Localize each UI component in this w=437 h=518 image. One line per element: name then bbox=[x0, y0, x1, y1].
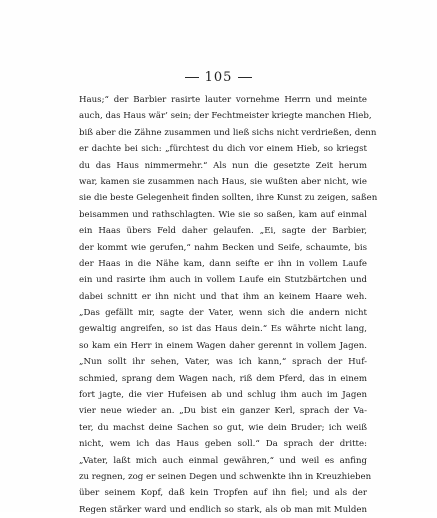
text-line: „Vater, laßt mich auch einmal gewähren,“ und weil es anfing bbox=[79, 455, 367, 466]
body-text bbox=[79, 92, 378, 518]
text-line: er dachte bei sich: „fürchtest du dich vor einem Hieb, so kriegst bbox=[79, 144, 367, 155]
text-line: sie die beste Gelegenheit finden sollten, ihre Kunst zu zeigen, saßen bbox=[79, 193, 378, 204]
header-dash-right bbox=[238, 77, 252, 78]
text-line: fort jagte, die vier Hufeisen ab und schlug ihm auch im Jagen bbox=[79, 390, 367, 401]
text-line: auch, das Haus wär’ sein; der Fechtmeister kriegte manchen Hieb, bbox=[79, 111, 372, 122]
text-line: nicht, wem ich das Haus geben soll.“ Da sprach der dritte: bbox=[79, 439, 367, 450]
text-line: dabei schnitt er ihn nicht und that ihm an keinem Haare weh. bbox=[79, 291, 367, 302]
page-number: 105 bbox=[204, 70, 233, 85]
text-line: zu regnen, zog er seinen Degen und schwenkte ihn in Kreuzhieben bbox=[79, 471, 372, 482]
text-line: Haus;“ der Barbier rasirte lauter vornehme Herrn und meinte bbox=[79, 95, 367, 105]
text-line: ter, du machst deine Sachen so gut, wie dein Bruder; ich weiß bbox=[79, 422, 367, 433]
text-line: vier neue wieder an. „Du bist ein ganzer Kerl, sprach der Va- bbox=[79, 406, 367, 417]
text-line: „Das gefällt mir, sagte der Vater, wenn sich die andern nicht bbox=[79, 308, 367, 319]
text-line: ein Haas übers Feld daher gelaufen. „Ei, sagte der Barbier, bbox=[79, 226, 367, 237]
text-line: gewaltig angreifen, so ist das Haus dein.“ Es währte nicht lang, bbox=[79, 324, 367, 335]
text-line: so kam ein Herr in einem Wagen daher gerennt in vollem Jagen. bbox=[79, 340, 367, 351]
text-line: ein und rasirte ihm auch in vollem Laufe ein Stutzbärtchen und bbox=[79, 275, 367, 286]
header-dash-left bbox=[185, 77, 199, 78]
text-line: der Haas in die Nähe kam, dann seifte er ihn in vollem Laufe bbox=[79, 258, 367, 269]
text-line: „Nun sollt ihr sehen, Vater, was ich kann,“ sprach der Huf- bbox=[79, 357, 367, 368]
text-line: du das Haus nimmermehr.“ Als nun die gesetzte Zeit herum bbox=[79, 160, 367, 171]
text-line: war, kamen sie zusammen nach Haus, sie wußten aber nicht, wie bbox=[79, 176, 367, 187]
text-line: biß aber die Zähne zusammen und ließ sichs nicht verdrießen, denn bbox=[79, 127, 377, 138]
page-header bbox=[0, 70, 437, 85]
text-line: Regen stärker ward und endlich so stark, als ob man mit Mulden bbox=[79, 504, 367, 515]
text-line: der kommt wie gerufen,“ nahm Becken und Seife, schaumte, bis bbox=[79, 242, 367, 253]
text-line: über seinem Kopf, daß kein Tropfen auf ihn fiel; und als der bbox=[79, 488, 367, 499]
text-line: schmied, sprang dem Wagen nach, riß dem Pferd, das in einem bbox=[79, 373, 367, 384]
text-line: beisammen und rathschlagten. Wie sie so saßen, kam auf einmal bbox=[79, 209, 367, 220]
